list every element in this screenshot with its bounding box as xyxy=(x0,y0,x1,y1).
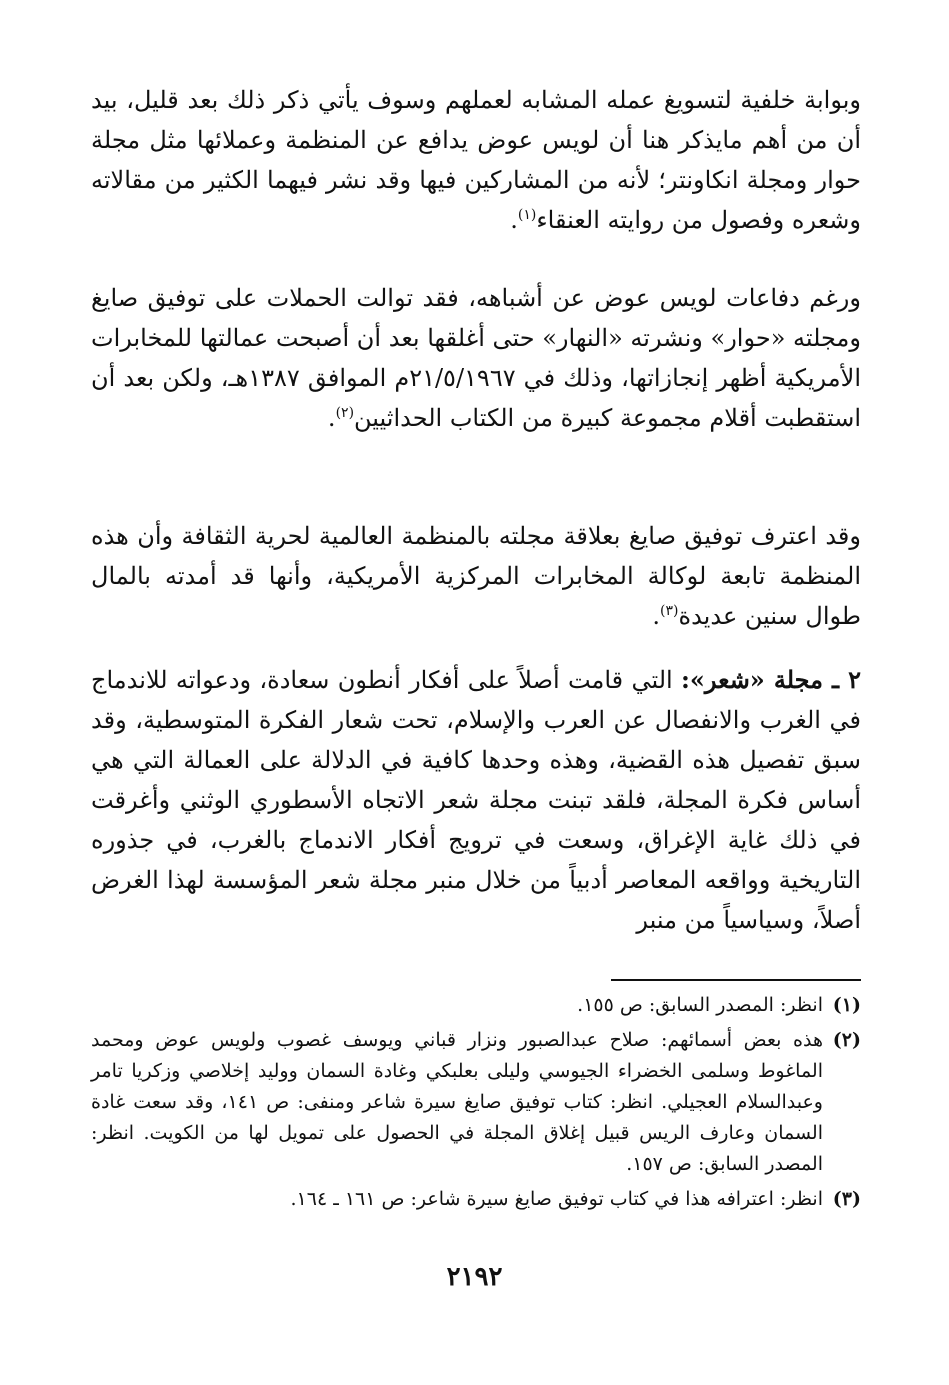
footnote-3 xyxy=(91,1184,861,1215)
footnote-1-number: (١) xyxy=(832,994,861,1016)
paragraph-1-end: . xyxy=(510,206,518,234)
paragraph-1-text: وبوابة خلفية لتسويغ عمله المشابه لعملهم وسوف يأتي ذكر ذلك بعد قليل، بيد أن من أهم مايذكر هنا أن لويس عوض يدافع عن المنظمة وعملائها مثل مجلة حوار ومجلة انكاونتر؛ لأنه من المشاركين فيها وقد نشر فيهما الكثير من مقالاته وشعره وفصول من روايته العنقاء xyxy=(91,86,861,234)
footnote-ref-2[interactable]: (٢) xyxy=(335,405,355,421)
footnote-2 xyxy=(91,1025,861,1180)
paragraph-2-text: ورغم دفاعات لويس عوض عن أشباهه، فقد توالت الحملات على توفيق صايغ ومجلته «حوار» ونشرته «النهار» حتى أغلقها بعد أن أصبحت عمالتها للمخابرات الأمريكية أظهر إنجازاتها، وذلك في ٢١/٥/١٩٦٧م الموافق ١٣٨٧هـ، ولكن بعد أن استقطبت أقلام مجموعة كبيرة من الكتاب الحداثيين xyxy=(91,284,861,432)
paragraph-4 xyxy=(91,660,861,940)
footnote-ref-1[interactable]: (١) xyxy=(517,207,537,223)
footnote-3-number: (٣) xyxy=(832,1188,861,1210)
paragraph-2-end: . xyxy=(327,404,336,432)
footnote-3-text: انظر: اعترافه هذا في كتاب توفيق صايغ سيرة شاعر: ص ١٦١ ـ ١٦٤. xyxy=(290,1188,823,1210)
footnote-2-text: هذه بعض أسمائهم: صلاح عبدالصبور ونزار قباني ويوسف غصوب ولويس عوض ومحمد الماغوط وسلمى الخضراء الجيوسي وليلى بعلبكي وغادة السمان ووليد إخلاصي وزكريا تامر وعبدالسلام العجيلي. انظر: كتاب توفيق صايغ سيرة شاعر ومنفى: ص ١٤١، وقد سعت غادة السمان وعارف الريس قبيل إغلاق المجلة في الحصول على تمويل لها من الكويت. انظر: المصدر السابق: ص ١٥٧. xyxy=(91,1029,823,1175)
footnotes-section xyxy=(91,990,861,1219)
paragraph-2 xyxy=(91,278,861,438)
footnote-ref-3[interactable]: (٣) xyxy=(660,603,679,619)
footnote-divider xyxy=(611,979,861,981)
paragraph-1 xyxy=(91,80,861,240)
paragraph-3-end: . xyxy=(652,602,661,630)
paragraph-3 xyxy=(91,516,861,636)
page-number: ٢١٩٢ xyxy=(446,1262,503,1292)
paragraph-3-text: وقد اعترف توفيق صايغ بعلاقة مجلته بالمنظمة العالمية لحرية الثقافة وأن هذه المنظمة تابعة لوكالة المخابرات المركزية الأمريكية، وأنها قد أمدته بالمال طوال سنين عديدة xyxy=(91,522,862,630)
section-heading-shiir-magazine: ٢ ـ مجلة «شعر»: xyxy=(681,665,861,694)
footnote-1-text: انظر: المصدر السابق: ص ١٥٥. xyxy=(577,994,823,1016)
footnote-1 xyxy=(91,990,861,1021)
footnote-2-number: (٢) xyxy=(832,1029,861,1051)
paragraph-4-text: التي قامت أصلاً على أفكار أنطون سعادة، ودعواته للاندماج في الغرب والانفصال عن العرب والإسلام، تحت شعار الفكرة المتوسطية، وقد سبق تفصيل هذه القضية، وهذه وحدها كافية في الدلالة على العمالة التي هي أساس فكرة المجلة، فلقد تبنت مجلة شعر الاتجاه الأسطوري الوثني وأغرقت في ذلك غاية الإغراق، وسعت في ترويج أفكار الاندماج بالغرب، في جذوره التاريخية وواقعه المعاصر أدبياً من خلال منبر مجلة شعر المؤسسة لهذا الغرض أصلاً، وسياسياً من منبر xyxy=(91,666,861,934)
